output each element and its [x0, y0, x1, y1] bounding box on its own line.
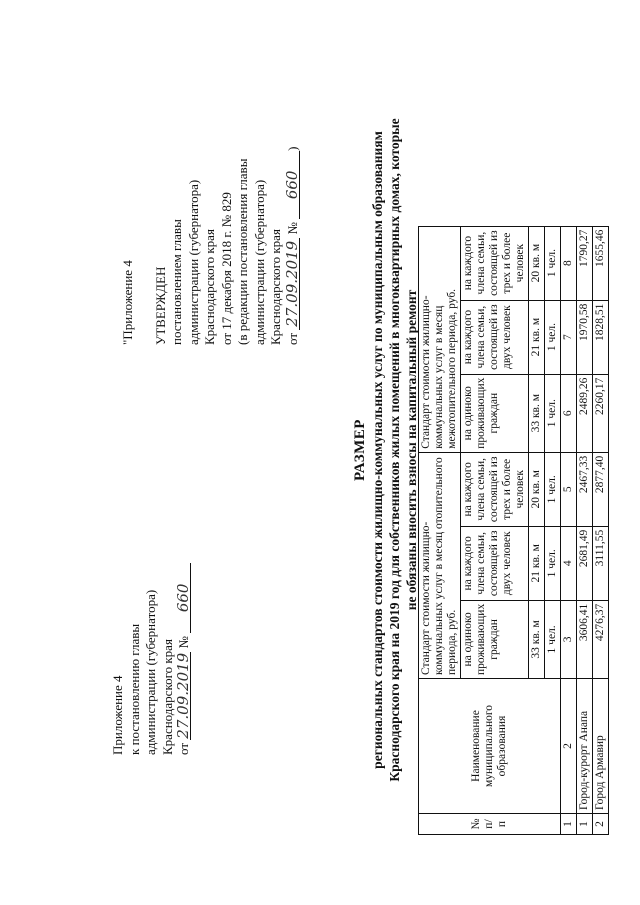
col-number: 8	[561, 226, 577, 300]
row-value: 3606,41	[577, 600, 593, 678]
norm-cell: 20 кв. м	[529, 452, 545, 526]
date-number-line	[282, 146, 302, 345]
header-name: Наименование муниципального образования	[419, 679, 561, 814]
row-value: 2877,40	[593, 452, 609, 526]
administration-line: администрации (губернатора)	[143, 589, 158, 755]
date-number-line	[176, 563, 193, 755]
title-line-1: региональных стандартов стоимости жилищно-коммунальных услуг по муниципальным образованиям	[370, 131, 385, 769]
from-label: от	[176, 742, 191, 755]
header-three: на каждого члена семьи, состоящей из трех и более человек	[461, 452, 529, 526]
person-cell: 1 чел.	[545, 452, 561, 526]
administration-line-2: администрации (губернатора)	[251, 179, 267, 345]
person-cell: 1 чел.	[545, 526, 561, 600]
approved-label: УТВЕРЖДЕН	[152, 266, 168, 345]
handwritten-date: 27.09.2019	[174, 652, 192, 739]
header-two: на каждого члена семьи, состоящей из двух человек	[461, 300, 529, 374]
row-value: 4276,37	[593, 600, 609, 678]
norm-cell: 33 кв. м	[529, 600, 545, 678]
handwritten-number: 660	[176, 563, 191, 633]
row-value: 2681,49	[577, 526, 593, 600]
row-value: 1828,51	[593, 300, 609, 374]
header-three: на каждого члена семьи, состоящей из трех и более человек	[461, 226, 529, 300]
resolution-line: к постановлению главы	[126, 623, 142, 755]
handwritten-date: 27.09.2019	[285, 238, 300, 330]
standards-table	[418, 226, 609, 835]
norm-cell: 21 кв. м	[529, 300, 545, 374]
header-two: на каждого члена семьи, состоящей из двух человек	[461, 526, 529, 600]
header-row-groups	[419, 226, 461, 834]
title-main: РАЗМЕР	[352, 419, 368, 481]
row-value: 1970,58	[577, 300, 593, 374]
left-header	[110, 563, 193, 755]
header-single: на одиноко проживающих граждан	[461, 374, 529, 452]
original-date-line: от 17 декабря 2018 г. № 829	[218, 192, 234, 345]
row-value: 2260,17	[593, 374, 609, 452]
person-cell: 1 чел.	[545, 600, 561, 678]
col-number: 3	[561, 600, 577, 678]
title-line-3: не обязаны вносить взносы на капитальный ремонт	[404, 289, 419, 611]
region-line: Краснодарского края	[159, 639, 175, 755]
col-number: 6	[561, 374, 577, 452]
row-value: 2467,33	[577, 452, 593, 526]
administration-line: администрации (губернатора)	[185, 179, 201, 345]
table-row	[577, 226, 593, 834]
row-value: 3111,55	[593, 526, 609, 600]
header-heating-period: Стандарт стоимости жилищно-коммунальных услуг в месяц отопительного периода, руб.	[419, 452, 461, 678]
person-cell: 1 чел.	[545, 300, 561, 374]
right-header	[120, 146, 301, 345]
row-value: 2489,26	[577, 374, 593, 452]
row-name: Город Армавир	[593, 679, 609, 814]
revision-line: (в редакции постановления главы	[235, 158, 250, 345]
header-num: № п/п	[419, 814, 561, 835]
appendix-label: "Приложение 4	[120, 260, 135, 345]
norm-cell: 20 кв. м	[529, 226, 545, 300]
number-label: №	[176, 636, 191, 649]
table-row	[593, 226, 609, 834]
person-cell: 1 чел.	[545, 374, 561, 452]
col-number: 5	[561, 452, 577, 526]
document-title	[352, 65, 420, 835]
header-non-heating-period: Стандарт стоимости жилищно-коммунальных услуг в месяц межотопительного периода, руб.	[419, 226, 461, 452]
person-cell: 1 чел.	[545, 226, 561, 300]
col-number: 2	[561, 679, 577, 814]
handwritten-number: 660	[285, 151, 300, 219]
row-name: Город-курорт Анапа	[577, 679, 593, 814]
col-number: 1	[561, 814, 577, 835]
header-single: на одиноко проживающих граждан	[461, 600, 529, 678]
row-num: 1	[577, 814, 593, 835]
title-line-2: Краснодарского края на 2019 год для собственников жилых помещений в многоквартирных домах, которые	[387, 118, 402, 782]
appendix-label: Приложение 4	[110, 675, 125, 755]
resolution-line: постановлением главы	[169, 219, 184, 345]
column-number-row	[561, 226, 577, 834]
col-number: 4	[561, 526, 577, 600]
norm-cell: 21 кв. м	[529, 526, 545, 600]
norm-cell: 33 кв. м	[529, 374, 545, 452]
number-label: №	[284, 222, 300, 235]
row-num: 2	[593, 814, 609, 835]
row-value: 1790,27	[577, 226, 593, 300]
region-line: Краснодарского края	[202, 229, 217, 345]
row-value: 1655,46	[593, 226, 609, 300]
col-number: 7	[561, 300, 577, 374]
region-line-2: Краснодарского края	[268, 229, 283, 345]
closing-paren: )	[284, 146, 300, 151]
from-label: от	[284, 332, 300, 345]
